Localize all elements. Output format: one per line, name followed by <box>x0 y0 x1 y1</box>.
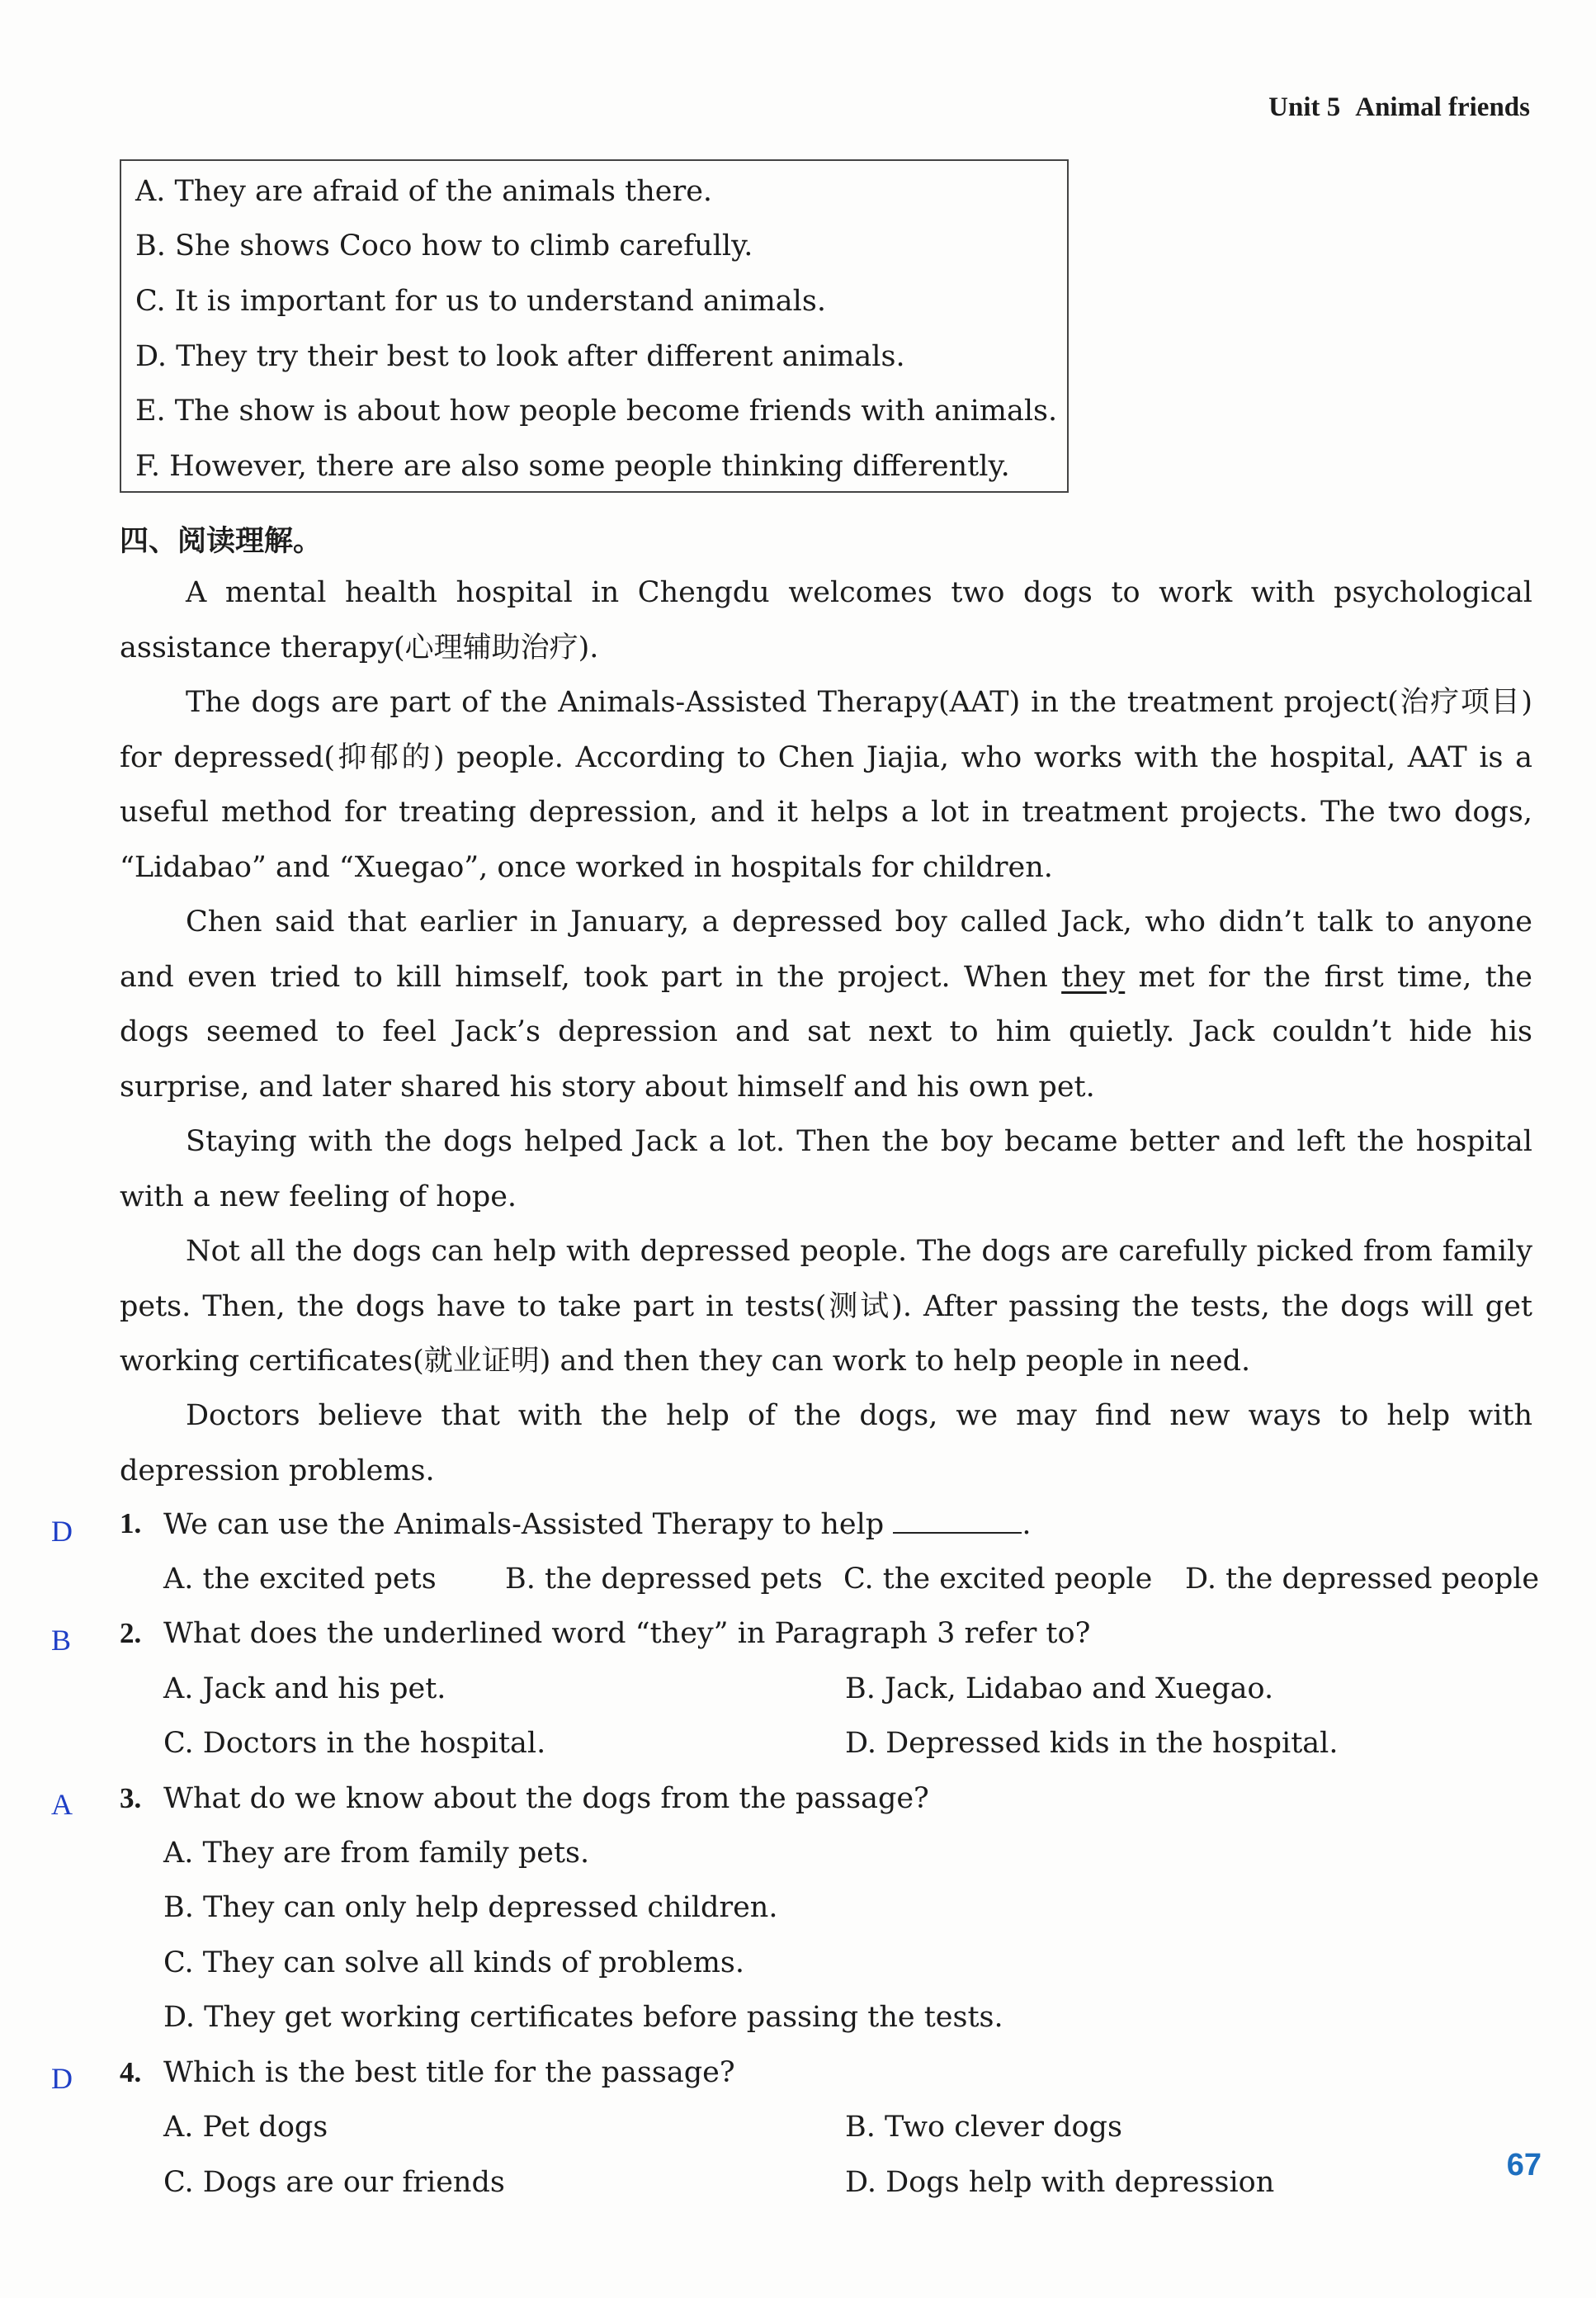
passage-paragraph <box>120 895 1532 1114</box>
page-number: 67 <box>1506 2148 1542 2182</box>
question-number: 4. <box>120 2056 142 2088</box>
question-option: B. Two clever dogs <box>845 2111 1122 2144</box>
question-option: C. They can solve all kinds of problems. <box>163 1946 745 1979</box>
question-option: D. Depressed kids in the hospital. <box>845 1727 1339 1760</box>
question-number: 2. <box>120 1617 142 1649</box>
answer-blank <box>893 1507 1022 1534</box>
answer-mark: A <box>51 1788 73 1821</box>
option-box <box>120 159 1069 493</box>
question-option: B. Jack, Lidabao and Xuegao. <box>845 1672 1274 1705</box>
question-text: Which is the best title for the passage? <box>163 2056 735 2089</box>
question-option: A. the excited pets <box>163 1563 437 1596</box>
question-end: . <box>1022 1508 1032 1541</box>
question-option: A. They are from family pets. <box>163 1837 590 1870</box>
question-text <box>163 1507 1032 1541</box>
option-line: E. The show is about how people become friends with animals. <box>135 395 1058 428</box>
unit-title: Animal friends <box>1355 92 1530 122</box>
passage-paragraph: A mental health hospital in Chengdu welcomes two dogs to work with psychological assistance therapy(心理辅助治疗). <box>120 576 1532 664</box>
answer-mark: D <box>51 1515 73 1548</box>
question-option: C. the excited people <box>843 1563 1153 1596</box>
question-text: What does the underlined word “they” in Paragraph 3 refer to? <box>163 1617 1091 1650</box>
passage-paragraph: Doctors believe that with the help of the dogs, we may find new ways to help with depression problems. <box>120 1399 1532 1487</box>
underlined-word: they <box>1061 960 1126 994</box>
option-line: B. She shows Coco how to climb carefully. <box>135 229 753 262</box>
answer-mark: D <box>51 2062 73 2095</box>
question-option: D. Dogs help with depression <box>845 2166 1275 2199</box>
question-option: B. the depressed pets <box>505 1563 823 1596</box>
passage-paragraph: Not all the dogs can help with depressed people. The dogs are carefully picked from family pets. Then, the dogs have to take part in tests(测试). After passing the tests, the dogs will get working certificates(就业证明) and then they can work to help people in need. <box>120 1235 1532 1378</box>
option-line: D. They try their best to look after different animals. <box>135 340 905 373</box>
option-line: A. They are afraid of the animals there. <box>135 175 713 208</box>
passage-text: Chen said that earlier in January, a depressed boy called Jack, who didn’t talk to anyone and even tried to kill himself, took part in the project. When <box>120 905 1532 994</box>
question-number: 1. <box>120 1507 142 1539</box>
passage-paragraph: The dogs are part of the Animals-Assisted Therapy(AAT) in the treatment project(治疗项目) for depressed(抑郁的) people. According to Chen Jiajia, who works with the hospital, AAT is a useful method for treating depression, and it helps a lot in treatment projects. The two dogs, “Lidabao” and “Xuegao”, once worked in hospitals for children. <box>120 686 1532 884</box>
question-option: C. Doctors in the hospital. <box>163 1727 546 1760</box>
passage-paragraph: Staying with the dogs helped Jack a lot. Then the boy became better and left the hospital with a new feeling of hope. <box>120 1125 1532 1213</box>
question-text: What do we know about the dogs from the passage? <box>163 1782 929 1815</box>
unit-label: Unit 5 <box>1268 92 1341 122</box>
question-option: B. They can only help depressed children. <box>163 1891 778 1924</box>
question-option: D. the depressed people <box>1185 1563 1540 1596</box>
passage-text: met for the first time, the dogs seemed to feel Jack’s depression and sat next to him quietly. Jack couldn’t hide his surprise, and later shared his story about himself and his own pet. <box>120 960 1532 1104</box>
option-line: C. It is important for us to understand animals. <box>135 285 826 318</box>
answer-mark: B <box>51 1624 72 1657</box>
question-number: 3. <box>120 1782 142 1814</box>
page-header <box>1268 92 1530 123</box>
question-option: A. Pet dogs <box>163 2111 328 2144</box>
question-option: A. Jack and his pet. <box>163 1672 446 1705</box>
question-option: D. They get working certificates before passing the tests. <box>163 2001 1003 2034</box>
option-line: F. However, there are also some people thinking differently. <box>135 450 1010 483</box>
question-stem: We can use the Animals-Assisted Therapy to help <box>163 1508 885 1541</box>
question-option: C. Dogs are our friends <box>163 2166 505 2199</box>
section-title: 四、阅读理解。 <box>120 525 323 558</box>
